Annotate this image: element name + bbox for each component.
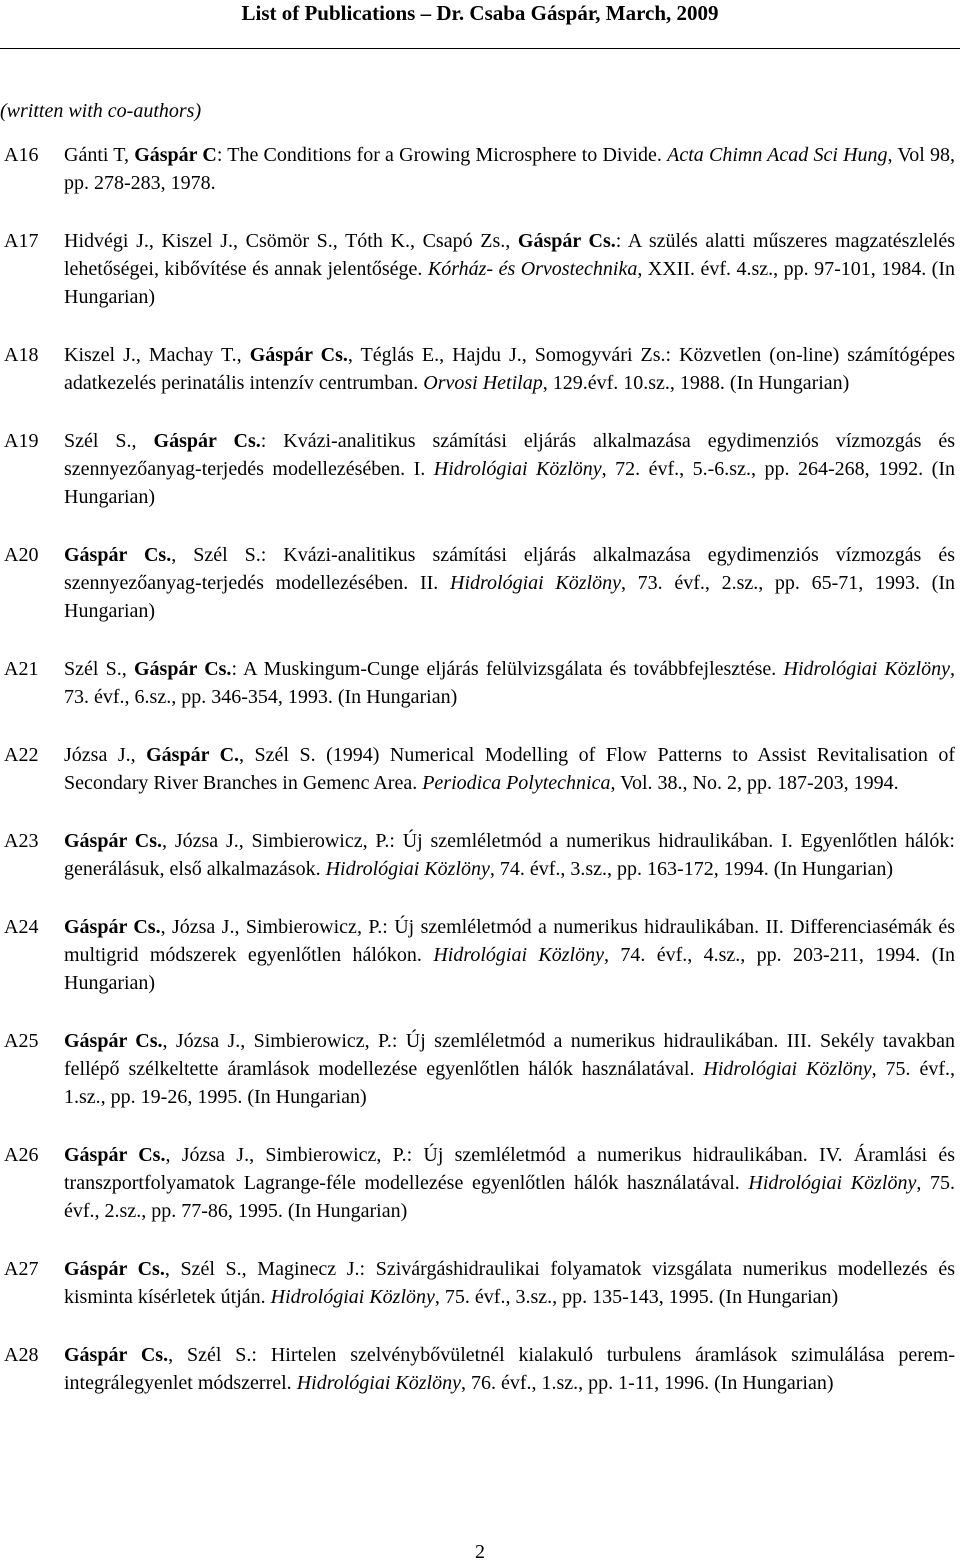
highlighted-author: Gáspár Cs. bbox=[64, 830, 163, 852]
section-label: (written with co-authors) bbox=[0, 100, 202, 122]
highlighted-author: Gáspár Cs. bbox=[153, 430, 261, 452]
publication-authors bbox=[64, 744, 326, 766]
publication-entry bbox=[0, 741, 960, 797]
publication-title: Szivárgáshidraulikai folyamatok vizsgálata numerikus modellezés és kisminta kísérletek útján. bbox=[64, 1258, 955, 1308]
publication-number: A16 bbox=[4, 144, 39, 166]
publication-entry bbox=[0, 541, 960, 625]
author-text: : bbox=[231, 658, 244, 680]
author-text: , Szél S. bbox=[239, 744, 327, 766]
highlighted-author: Gáspár Cs. bbox=[64, 1344, 169, 1366]
publication-title: Új szemléletmód a numerikus hidraulikában. III. Sekély tavakban fellépő szélkeltette áramlások modellezése egyenlőtlen hálók használatával. bbox=[64, 1030, 955, 1080]
highlighted-author: Gáspár Cs. bbox=[64, 1144, 166, 1166]
publication-citation bbox=[64, 541, 955, 625]
publication-authors bbox=[64, 430, 283, 452]
publication-entry bbox=[0, 141, 960, 197]
author-text: , Józsa J., Simbierowicz, P.: bbox=[160, 916, 395, 938]
publication-journal: Hidrológiai Közlöny bbox=[433, 944, 604, 966]
publication-entry bbox=[0, 1255, 960, 1311]
publication-citation bbox=[64, 341, 955, 397]
publication-citation bbox=[64, 1255, 955, 1311]
publication-journal: Acta Chimn Acad Sci Hung bbox=[667, 144, 888, 166]
publication-authors bbox=[64, 916, 394, 938]
publication-entry bbox=[0, 655, 960, 711]
author-text: Szél S., bbox=[64, 430, 154, 452]
publication-number: A17 bbox=[4, 230, 39, 252]
author-text: , Józsa J., Simbierowicz, P.: bbox=[165, 1144, 424, 1166]
publication-details: , 74. évf., 3.sz., pp. 163-172, 1994. (In Hungarian) bbox=[489, 858, 894, 880]
publication-number: A18 bbox=[4, 344, 39, 366]
publication-entry bbox=[0, 827, 960, 883]
author-text: : bbox=[216, 144, 228, 166]
highlighted-author: Gáspár Cs. bbox=[64, 1030, 163, 1052]
publication-authors bbox=[64, 344, 679, 366]
publication-details: , 75. évf., 3.sz., pp. 135-143, 1995. (In Hungarian) bbox=[434, 1286, 839, 1308]
publication-citation bbox=[64, 913, 955, 997]
author-text: , Józsa J., Simbierowicz, P.: bbox=[162, 830, 403, 852]
publication-title: A Muskingum-Cunge eljárás felülvizsgálata és továbbfejlesztése. bbox=[243, 658, 784, 680]
publication-entry bbox=[0, 913, 960, 997]
publication-number: A21 bbox=[4, 658, 39, 680]
publication-authors bbox=[64, 658, 243, 680]
publication-citation bbox=[64, 741, 955, 797]
author-text: , Szél S.: bbox=[168, 1344, 271, 1366]
publication-details: , 73. évf., 2.sz., pp. 65-71, 1993. (In Hungarian) bbox=[64, 572, 955, 622]
publication-journal: Hidrológiai Közlöny bbox=[783, 658, 950, 680]
publication-authors bbox=[64, 830, 403, 852]
publication-details: , XXII. évf. 4.sz., pp. 97-101, 1984. (In Hungarian) bbox=[64, 258, 955, 308]
publication-authors bbox=[64, 1030, 406, 1052]
publication-title: (1994) Numerical Modelling of Flow Patterns to Assist Revitalisation of Secondary River Branches in Gemenc Area. bbox=[64, 744, 956, 794]
page-header: List of Publications – Dr. Csaba Gáspár, March, 2009 bbox=[241, 1, 719, 25]
author-text: Szél S., bbox=[64, 658, 134, 680]
publication-authors bbox=[64, 230, 628, 252]
publication-title: The Conditions for a Growing Microsphere to Divide. bbox=[227, 144, 668, 166]
publication-journal: Orvosi Hetilap bbox=[423, 372, 543, 394]
publication-details: , Vol 98, pp. 278-283, 1978. bbox=[64, 144, 955, 194]
publication-details: , 129.évf. 10.sz., 1988. (In Hungarian) bbox=[542, 372, 850, 394]
highlighted-author: Gáspár C bbox=[134, 144, 217, 166]
author-text: , Szél S., Maginecz J.: bbox=[164, 1258, 376, 1280]
publication-title: Hirtelen szelvénybővületnél kialakuló turbulens áramlások szimulálása perem-integrálegyenlet módszerrel. bbox=[64, 1344, 955, 1394]
highlighted-author: Gáspár Cs. bbox=[134, 658, 232, 680]
publication-citation bbox=[64, 655, 955, 711]
publication-number: A23 bbox=[4, 830, 39, 852]
publication-title: Közvetlen (on-line) számítógépes adatkezelés perinatális intenzív centrumban. bbox=[64, 344, 956, 394]
publication-entry bbox=[0, 1141, 960, 1225]
publication-authors bbox=[64, 144, 227, 166]
highlighted-author: Gáspár Cs. bbox=[249, 344, 348, 366]
publication-entry bbox=[0, 1341, 960, 1397]
author-text: , Józsa J., Simbierowicz, P.: bbox=[162, 1030, 406, 1052]
highlighted-author: Gáspár Cs. bbox=[517, 230, 616, 252]
publication-details: , 75. évf., 1.sz., pp. 19-26, 1995. (In Hungarian) bbox=[64, 1058, 955, 1108]
publication-title: Kvázi-analitikus számítási eljárás alkalmazása egydimenziós vízmozgás és szennyezőanyag-terjedés modellezésében. I. bbox=[64, 430, 955, 480]
publication-details: , 72. évf., 5.-6.sz., pp. 264-268, 1992. (In Hungarian) bbox=[64, 458, 955, 508]
publication-citation bbox=[64, 141, 955, 197]
publication-number: A19 bbox=[4, 430, 39, 452]
publication-entry bbox=[0, 427, 960, 511]
author-text: Kiszel J., Machay T., bbox=[64, 344, 250, 366]
publication-number: A25 bbox=[4, 1030, 39, 1052]
publication-list bbox=[0, 141, 960, 1427]
author-text: , Szél S.: bbox=[171, 544, 284, 566]
publication-details: , 76. évf., 1.sz., pp. 1-11, 1996. (In Hungarian) bbox=[460, 1372, 834, 1394]
publication-details: , Vol. 38., No. 2, pp. 187-203, 1994. bbox=[610, 772, 899, 794]
publication-citation bbox=[64, 227, 955, 311]
publication-journal: Hidrológiai Közlöny bbox=[433, 458, 602, 480]
publication-number: A26 bbox=[4, 1144, 39, 1166]
author-text: : bbox=[615, 230, 628, 252]
publication-authors bbox=[64, 544, 283, 566]
publication-journal: Periodica Polytechnica bbox=[422, 772, 611, 794]
author-text: Józsa J., bbox=[64, 744, 147, 766]
publication-entry bbox=[0, 227, 960, 311]
publication-number: A27 bbox=[4, 1258, 39, 1280]
publication-title: Új szemléletmód a numerikus hidraulikában. IV. Áramlási és transzportfolyamatok Lagrange-féle modellezése egyenlőtlen hálók használatával. bbox=[64, 1144, 955, 1194]
publication-title: Kvázi-analitikus számítási eljárás alkalmazása egydimenziós vízmozgás és szennyezőanyag-terjedés modellezésében. II. bbox=[64, 544, 955, 594]
publication-authors bbox=[64, 1344, 271, 1366]
publication-details: , 75. évf., 2.sz., pp. 77-86, 1995. (In Hungarian) bbox=[64, 1172, 955, 1222]
page-number: 2 bbox=[475, 1541, 485, 1563]
publication-journal: Hidrológiai Közlöny bbox=[748, 1172, 917, 1194]
header-divider bbox=[0, 48, 960, 49]
publication-journal: Hidrológiai Közlöny bbox=[325, 858, 490, 880]
author-text: Gánti T, bbox=[64, 144, 135, 166]
publication-journal: Hidrológiai Közlöny bbox=[270, 1286, 435, 1308]
author-text: , Téglás E., Hajdu J., Somogyvári Zs.: bbox=[347, 344, 680, 366]
publication-number: A28 bbox=[4, 1344, 39, 1366]
publication-authors bbox=[64, 1144, 423, 1166]
publication-journal: Hidrológiai Közlöny bbox=[296, 1372, 461, 1394]
publication-entry bbox=[0, 1027, 960, 1111]
publication-journal: Kórház- és Orvostechnika bbox=[427, 258, 638, 280]
publication-journal: Hidrológiai Közlöny bbox=[450, 572, 621, 594]
publication-entry bbox=[0, 341, 960, 397]
publication-number: A22 bbox=[4, 744, 39, 766]
publication-title: Új szemléletmód a numerikus hidraulikában. I. Egyenlőtlen hálók: generálásuk, első alkalmazások. bbox=[64, 830, 955, 880]
publication-number: A24 bbox=[4, 916, 39, 938]
publication-citation bbox=[64, 1341, 955, 1397]
author-text: Hidvégi J., Kiszel J., Csömör S., Tóth K., Csapó Zs., bbox=[64, 230, 518, 252]
publication-citation bbox=[64, 427, 955, 511]
publication-journal: Hidrológiai Közlöny bbox=[703, 1058, 872, 1080]
publication-title: Új szemléletmód a numerikus hidraulikában. II. Differenciasémák és multigrid módszerek egyenlőtlen hálókon. bbox=[64, 916, 955, 966]
publication-citation bbox=[64, 1027, 955, 1111]
highlighted-author: Gáspár C. bbox=[146, 744, 240, 766]
highlighted-author: Gáspár Cs. bbox=[64, 544, 172, 566]
publication-details: , 73. évf., 6.sz., pp. 346-354, 1993. (In Hungarian) bbox=[64, 658, 955, 708]
highlighted-author: Gáspár Cs. bbox=[64, 1258, 165, 1280]
author-text: : bbox=[260, 430, 284, 452]
publication-authors bbox=[64, 1258, 376, 1280]
highlighted-author: Gáspár Cs. bbox=[64, 916, 161, 938]
publication-title: A szülés alatti műszeres magzatészlelés lehetőségei, kibővítése és annak jelentősége. bbox=[64, 230, 955, 280]
publication-number: A20 bbox=[4, 544, 39, 566]
publication-citation bbox=[64, 827, 955, 883]
publication-citation bbox=[64, 1141, 955, 1225]
publication-details: , 74. évf., 4.sz., pp. 203-211, 1994. (In Hungarian) bbox=[64, 944, 955, 994]
